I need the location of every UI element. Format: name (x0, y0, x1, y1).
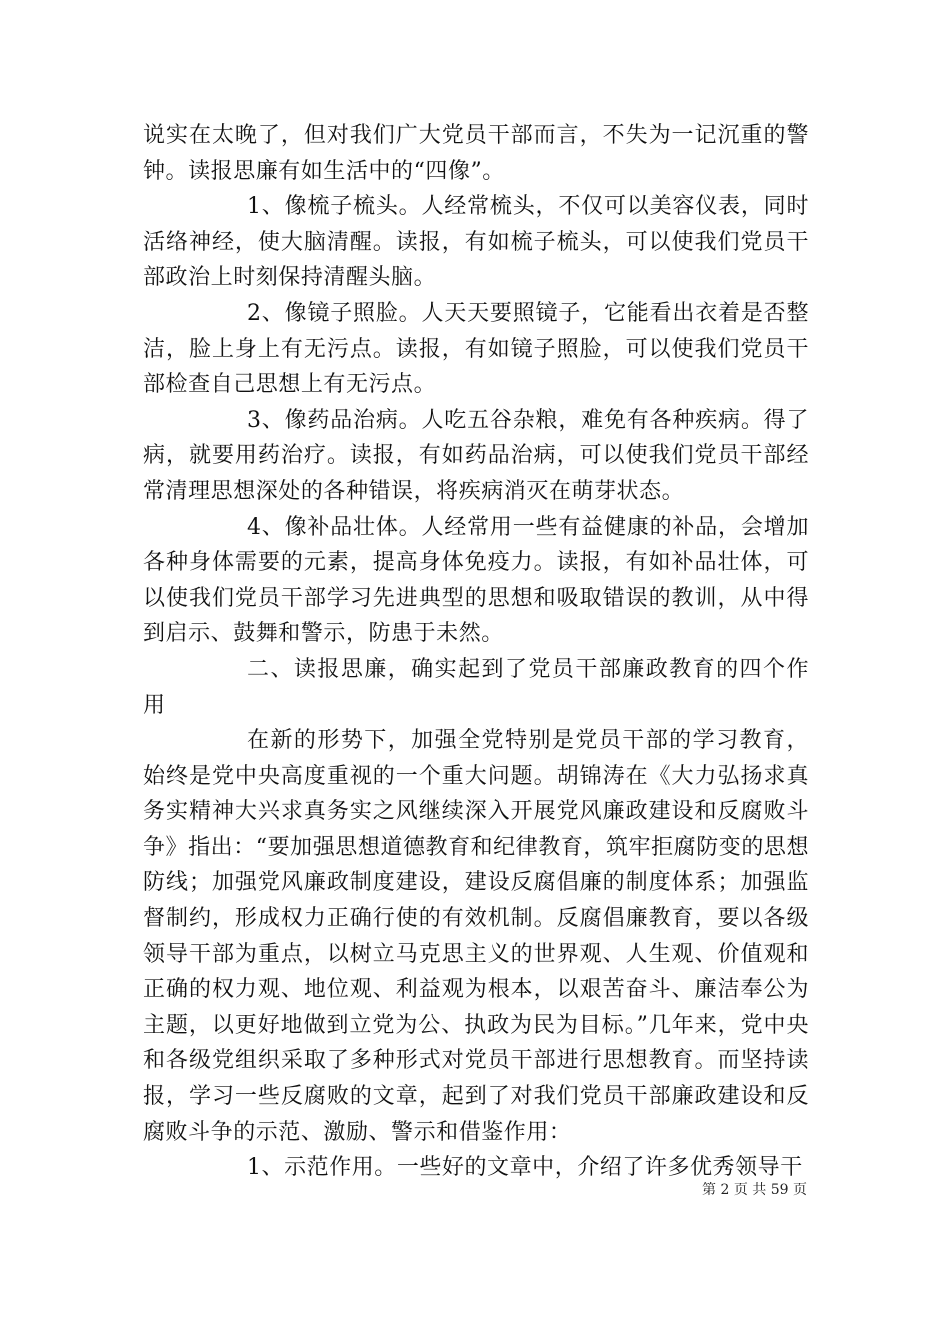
paragraph-mirror: 2、像镜子照脸。人天天要照镜子，它能看出衣着是否整洁，脸上身上有无污点。读报，有如镜子照脸，可以使我们党员干部检查自己思想上有无污点。 (143, 300, 809, 398)
document-body (143, 118, 809, 1186)
paragraph-comb: 1、像梳子梳头。人经常梳头，不仅可以美容仪表，同时活络神经，使大脑清醒。读报，有如梳子梳头，可以使我们党员干部政治上时刻保持清醒头脑。 (143, 194, 809, 291)
paragraph-medicine: 3、像药品治病。人吃五谷杂粮，难免有各种疾病。得了病，就要用药治疗。读报，有如药品治病，可以使我们党员干部经常清理思想深处的各种错误，将疾病消灭在萌芽状态。 (143, 407, 809, 504)
section-heading: 二、读报思廉，确实起到了党员干部廉政教育的四个作用 (143, 656, 809, 718)
paragraph-demonstration: 1、示范作用。一些好的文章中，介绍了许多优秀领导干 (247, 1155, 803, 1181)
paragraph-continuation: 说实在太晚了，但对我们广大党员干部而言，不失为一记沉重的警钟。读报思廉有如生活中的“四像”。 (143, 123, 809, 184)
paragraph-tonic: 4、像补品壮体。人经常用一些有益健康的补品，会增加各种身体需要的元素，提高身体免疫力。读报，有如补品壮体，可以使我们党员干部学习先进典型的思想和吸取错误的教训，从中得到启示、鼓舞和警示，防患于未然。 (143, 514, 809, 647)
paragraph-education: 在新的形势下，加强全党特别是党员干部的学习教育，始终是党中央高度重视的一个重大问题。胡锦涛在《大力弘扬求真务实精神大兴求真务实之风继续深入开展党风廉政建设和反腐败斗争》指出：“要加强思想道德教育和纪律教育，筑牢拒腐防变的思想防线；加强党风廉政制度建设，建设反腐倡廉的制度体系；加强监督制约，形成权力正确行使的有效机制。反腐倡廉教育，要以各级领导干部为重点，以树立马克思主义的世界观、人生观、价值观和正确的权力观、地位观、利益观为根本，以艰苦奋斗、廉洁奉公为主题，以更好地做到立党为公、执政为民为目标。”几年来，党中央和各级党组织采取了多种形式对党员干部进行思想教育。而坚持读报，学习一些反腐败的文章，起到了对我们党员干部廉政建设和反腐败斗争的示范、激励、警示和借鉴作用： (143, 728, 809, 1145)
page-number: 第 2 页 共 59 页 (702, 1182, 807, 1198)
